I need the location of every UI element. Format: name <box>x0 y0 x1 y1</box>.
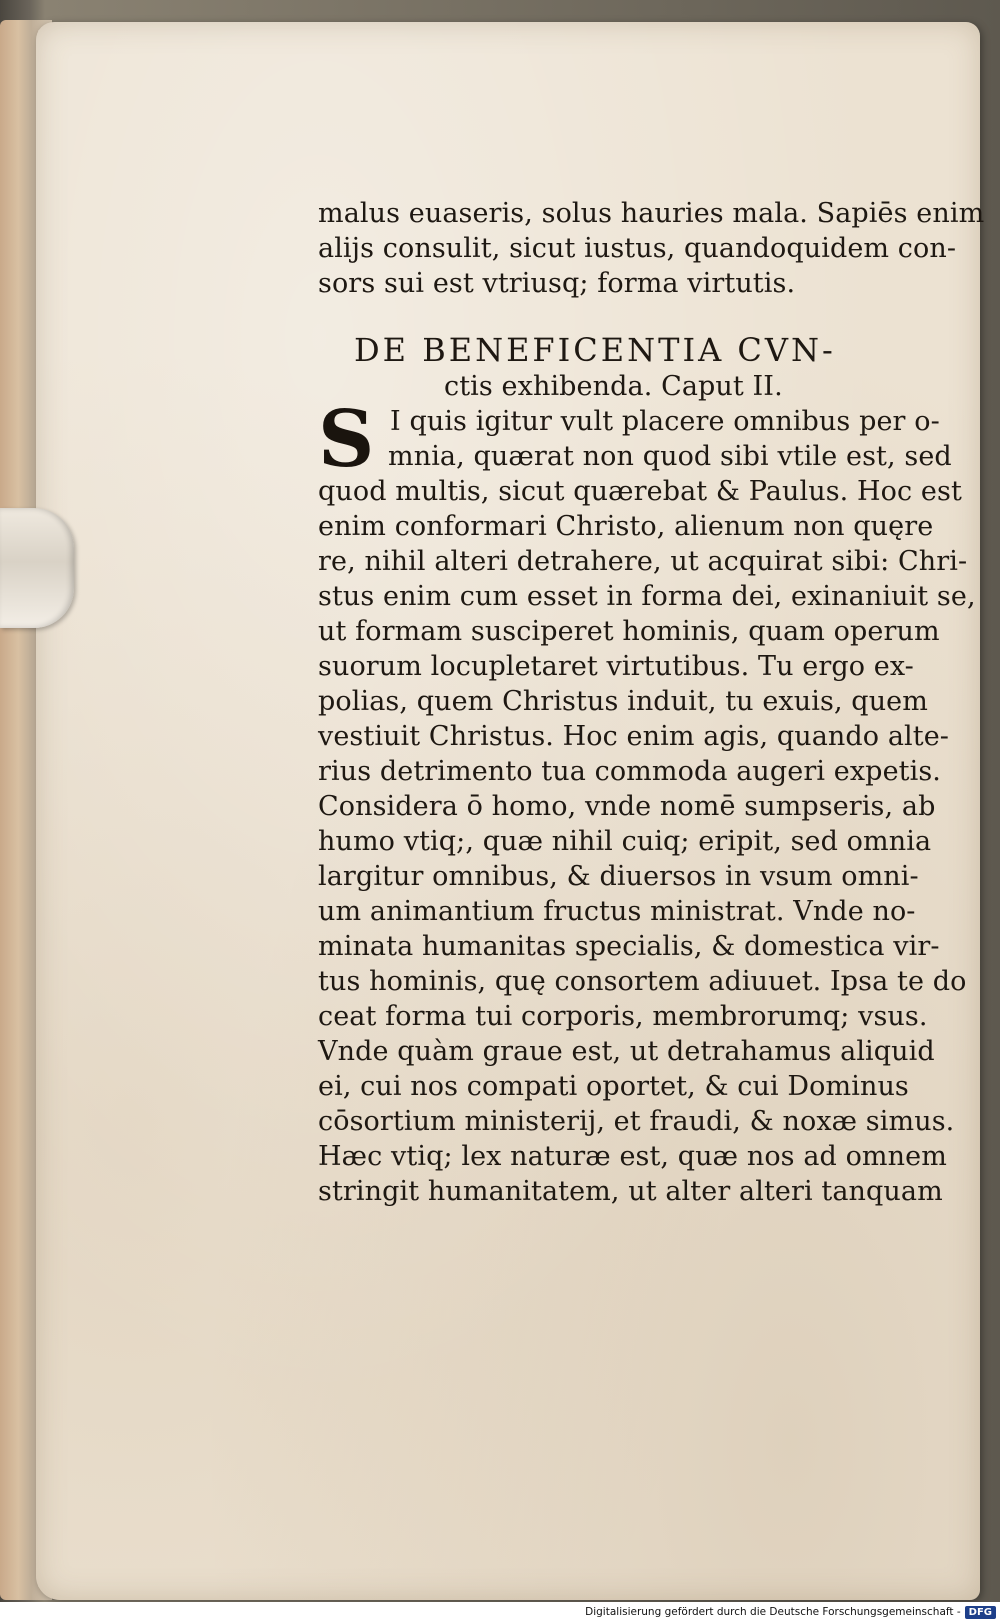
text-line: I quis igitur vult placere omnibus per o- <box>390 406 940 437</box>
text-line: mnia, quærat non quod sibi vtile est, sed <box>388 441 952 472</box>
chapter-subheading: ctis exhibenda. Caput II. <box>444 371 783 402</box>
text-line: re, nihil alteri detrahere, ut acquirat sibi: Chri- <box>318 546 968 577</box>
dfg-logo: DFG <box>965 1606 996 1619</box>
paragraph-start <box>318 394 968 485</box>
book-page <box>36 22 985 1600</box>
text-line: sors sui est vtriusq; forma virtutis. <box>318 268 796 299</box>
chapter-heading: DE BENEFICENTIA CVN- <box>354 331 836 369</box>
text-line: humo vtiq;, quæ nihil cuiq; eripit, sed omnia <box>318 826 932 857</box>
text-line: stus enim cum esset in forma dei, exinaniuit se, <box>318 581 976 612</box>
text-line: rius detrimento tua commoda augeri expetis. <box>318 756 941 787</box>
book-clasp <box>0 508 74 628</box>
text-line: vestiuit Christus. Hoc enim agis, quando alte- <box>318 721 950 752</box>
text-line: Considera ō homo, vnde nomē sumpseris, ab <box>318 791 936 822</box>
text-line: suorum locupletaret virtutibus. Tu ergo ex- <box>318 651 914 682</box>
text-line: minata humanitas specialis, & domestica vir- <box>318 931 940 962</box>
text-line: largitur omnibus, & diuersos in vsum omni- <box>318 861 919 892</box>
text-line: enim conformari Christo, alienum non quęre <box>318 511 934 542</box>
text-line: ut formam susciperet hominis, quam operum <box>318 616 940 647</box>
page-text <box>318 196 985 1209</box>
text-line: malus euaseris, solus hauries mala. Sapiēs enim <box>318 198 985 229</box>
text-line: ei, cui nos compati oportet, & cui Dominus <box>318 1071 909 1102</box>
text-line: polias, quem Christus induit, tu exuis, quem <box>318 686 928 717</box>
text-line: tus hominis, quę consortem adiuuet. Ipsa te do <box>318 966 967 997</box>
footer-credit: Digitalisierung gefördert durch die Deutsche Forschungsgemeinschaft - <box>585 1606 961 1618</box>
text-line: cōsortium ministerij, et fraudi, & noxæ simus. <box>318 1106 955 1137</box>
text-line: alijs consulit, sicut iustus, quandoquidem con- <box>318 233 957 264</box>
text-line: Vnde quàm graue est, ut detrahamus aliquid <box>318 1036 935 1067</box>
text-line: ceat forma tui corporis, membrorumq; vsus. <box>318 1001 928 1032</box>
digitization-footer <box>0 1602 1000 1622</box>
drop-initial: S <box>318 394 375 485</box>
text-line: um animantium fructus ministrat. Vnde no- <box>318 896 916 927</box>
text-line: quod multis, sicut quærebat & Paulus. Hoc est <box>318 476 962 507</box>
text-line: Hæc vtiq; lex naturæ est, quæ nos ad omnem <box>318 1141 947 1172</box>
text-line: stringit humanitatem, ut alter alteri tanquam <box>318 1176 943 1207</box>
